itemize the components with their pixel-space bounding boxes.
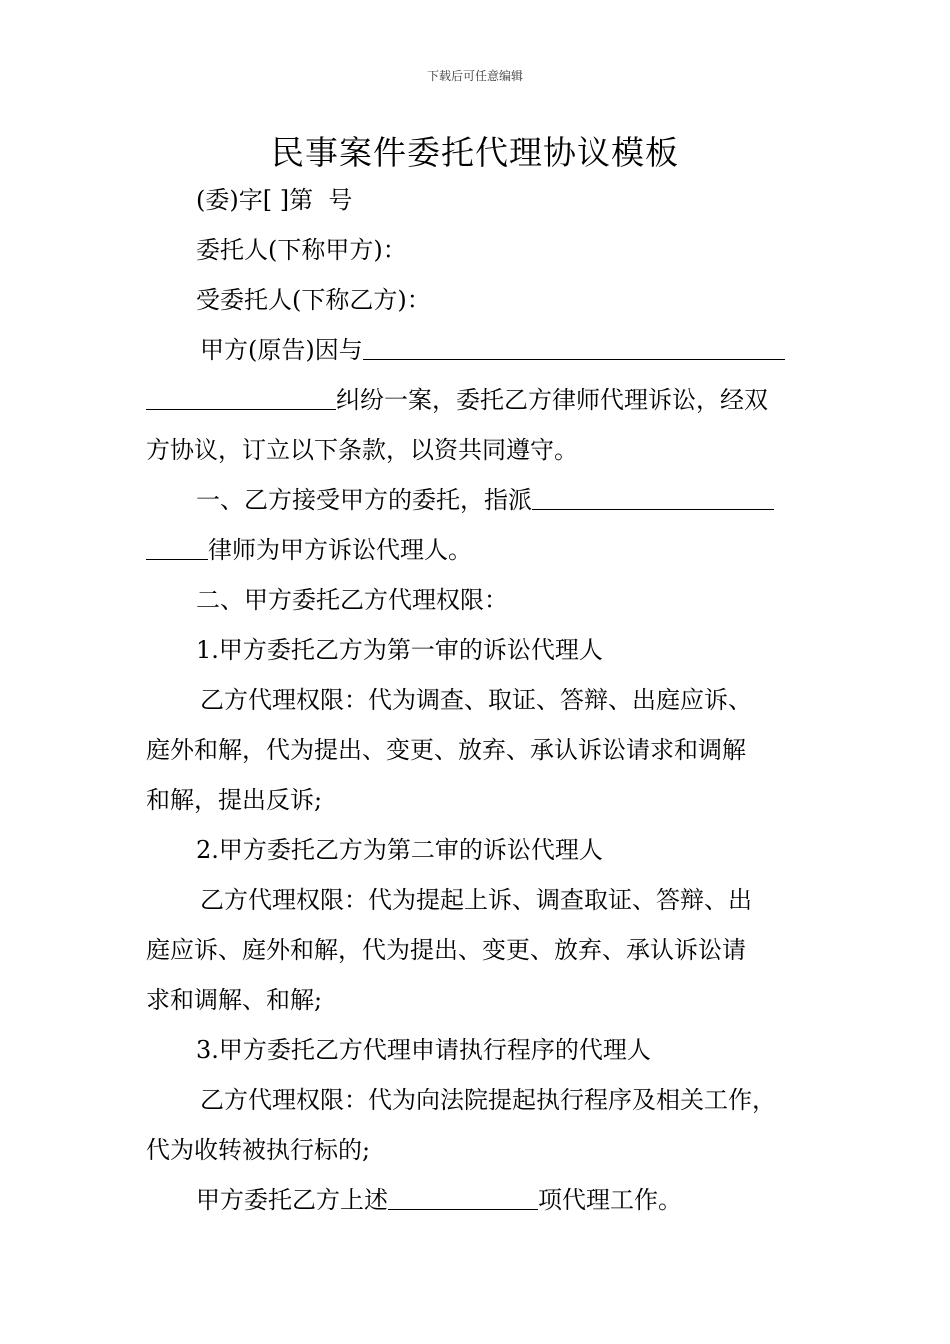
paragraph-intro-line-1 (200, 330, 880, 370)
text: 纠纷一案，委托乙方律师代理诉讼，经双 (336, 386, 768, 414)
clause-one-line-1 (196, 480, 876, 520)
item-3-text-line-1: 乙方代理权限：代为向法院提起执行程序及相关工作， (200, 1086, 776, 1114)
page-header: 下载后可任意编辑 (426, 69, 523, 83)
principal-line: 委托人(下称甲方)： (196, 236, 407, 264)
text: 甲方委托乙方上述 (196, 1186, 388, 1214)
item-2-heading: 2.甲方委托乙方为第二审的诉讼代理人 (196, 836, 603, 864)
agent-line: 受委托人(下称乙方)： (196, 286, 431, 314)
text: 一、乙方接受甲方的委托，指派 (196, 486, 532, 514)
blank-line (146, 533, 208, 560)
text: 律师为甲方诉讼代理人。 (208, 536, 472, 564)
item-2-text-line-3: 求和调解、和解; (146, 986, 323, 1014)
item-1-text-line-2: 庭外和解，代为提出、变更、放弃、承认诉讼请求和调解 (146, 736, 746, 764)
case-number-line: (委)字[ ]第 号 (196, 186, 353, 214)
scope-line (196, 1180, 876, 1220)
text: 甲方(原告)因与 (200, 336, 363, 364)
document-title: 民事案件委托代理协议模板 (271, 133, 679, 172)
blank-line (363, 333, 785, 360)
blank-line (388, 1183, 538, 1210)
item-1-text-line-1: 乙方代理权限：代为调查、取证、答辩、出庭应诉、 (200, 686, 752, 714)
paragraph-intro-line-2 (146, 380, 826, 420)
paragraph-intro-line-3: 方协议，订立以下条款，以资共同遵守。 (146, 436, 578, 464)
item-2-text-line-2: 庭应诉、庭外和解，代为提出、变更、放弃、承认诉讼请 (146, 936, 746, 964)
item-1-heading: 1.甲方委托乙方为第一审的诉讼代理人 (196, 636, 603, 664)
blank-line (532, 483, 774, 510)
text: 项代理工作。 (538, 1186, 682, 1214)
item-3-heading: 3.甲方委托乙方代理申请执行程序的代理人 (196, 1036, 651, 1064)
item-3-text-line-2: 代为收转被执行标的; (146, 1136, 371, 1164)
item-2-text-line-1: 乙方代理权限：代为提起上诉、调查取证、答辩、出 (200, 886, 752, 914)
clause-two-heading: 二、甲方委托乙方代理权限： (196, 586, 508, 614)
item-1-text-line-3: 和解，提出反诉; (146, 786, 323, 814)
blank-line (146, 383, 336, 410)
clause-one-line-2 (146, 530, 826, 570)
